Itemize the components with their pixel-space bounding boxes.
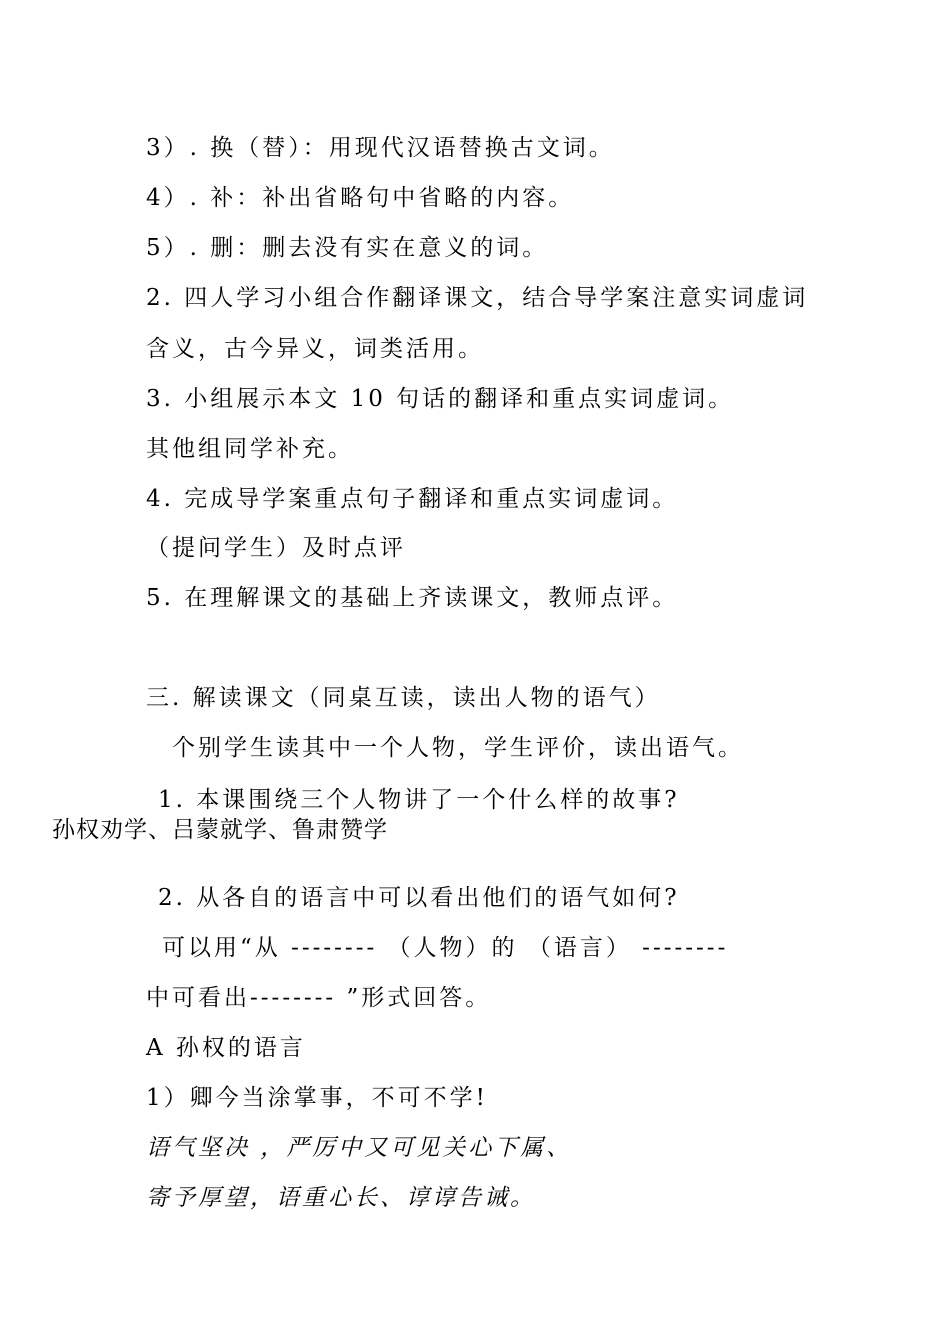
text-line-16: 可以用“从 -------- （人物）的 （语言） -------- bbox=[162, 935, 729, 961]
text-line-5: 含义，古今异义，词类活用。 bbox=[146, 336, 484, 362]
answer-1: 孙权劝学、吕蒙就学、鲁肃赞学 bbox=[52, 817, 388, 843]
text-line-8: 4. 完成导学案重点句子翻译和重点实词虚词。 bbox=[146, 486, 679, 512]
text-line-6: 3. 小组展示本文 10 句话的翻译和重点实词虚词。 bbox=[146, 386, 735, 412]
text-line-3: 5）. 删：删去没有实在意义的词。 bbox=[146, 235, 549, 261]
text-line-9: （提问学生）及时点评 bbox=[146, 535, 406, 561]
section-heading: 三. 解读课文（同桌互读，读出人物的语气） bbox=[146, 685, 661, 711]
question-2: 2. 从各自的语言中可以看出他们的语气如何? bbox=[158, 885, 680, 911]
text-line-17: 中可看出-------- ”形式回答。 bbox=[146, 985, 492, 1011]
text-line-12: 个别学生读其中一个人物，学生评价，读出语气。 bbox=[172, 735, 744, 761]
question-1: 1. 本课围绕三个人物讲了一个什么样的故事? bbox=[158, 787, 680, 813]
analysis-line-2: 寄予厚望，语重心长、谆谆告诫。 bbox=[146, 1185, 536, 1211]
quote-1: 1）卿今当涂掌事，不可不学! bbox=[146, 1085, 488, 1111]
text-line-1: 3）. 换（替）：用现代汉语替换古文词。 bbox=[146, 135, 615, 161]
text-line-2: 4）. 补：补出省略句中省略的内容。 bbox=[146, 185, 575, 211]
subheading-a: A 孙权的语言 bbox=[146, 1035, 306, 1061]
text-line-4: 2. 四人学习小组合作翻译课文，结合导学案注意实词虚词 bbox=[146, 285, 809, 311]
text-line-10: 5. 在理解课文的基础上齐读课文，教师点评。 bbox=[146, 585, 679, 611]
analysis-line-1: 语气坚决 ，严厉中又可见关心下属、 bbox=[146, 1135, 573, 1161]
text-line-7: 其他组同学补充。 bbox=[146, 436, 354, 462]
